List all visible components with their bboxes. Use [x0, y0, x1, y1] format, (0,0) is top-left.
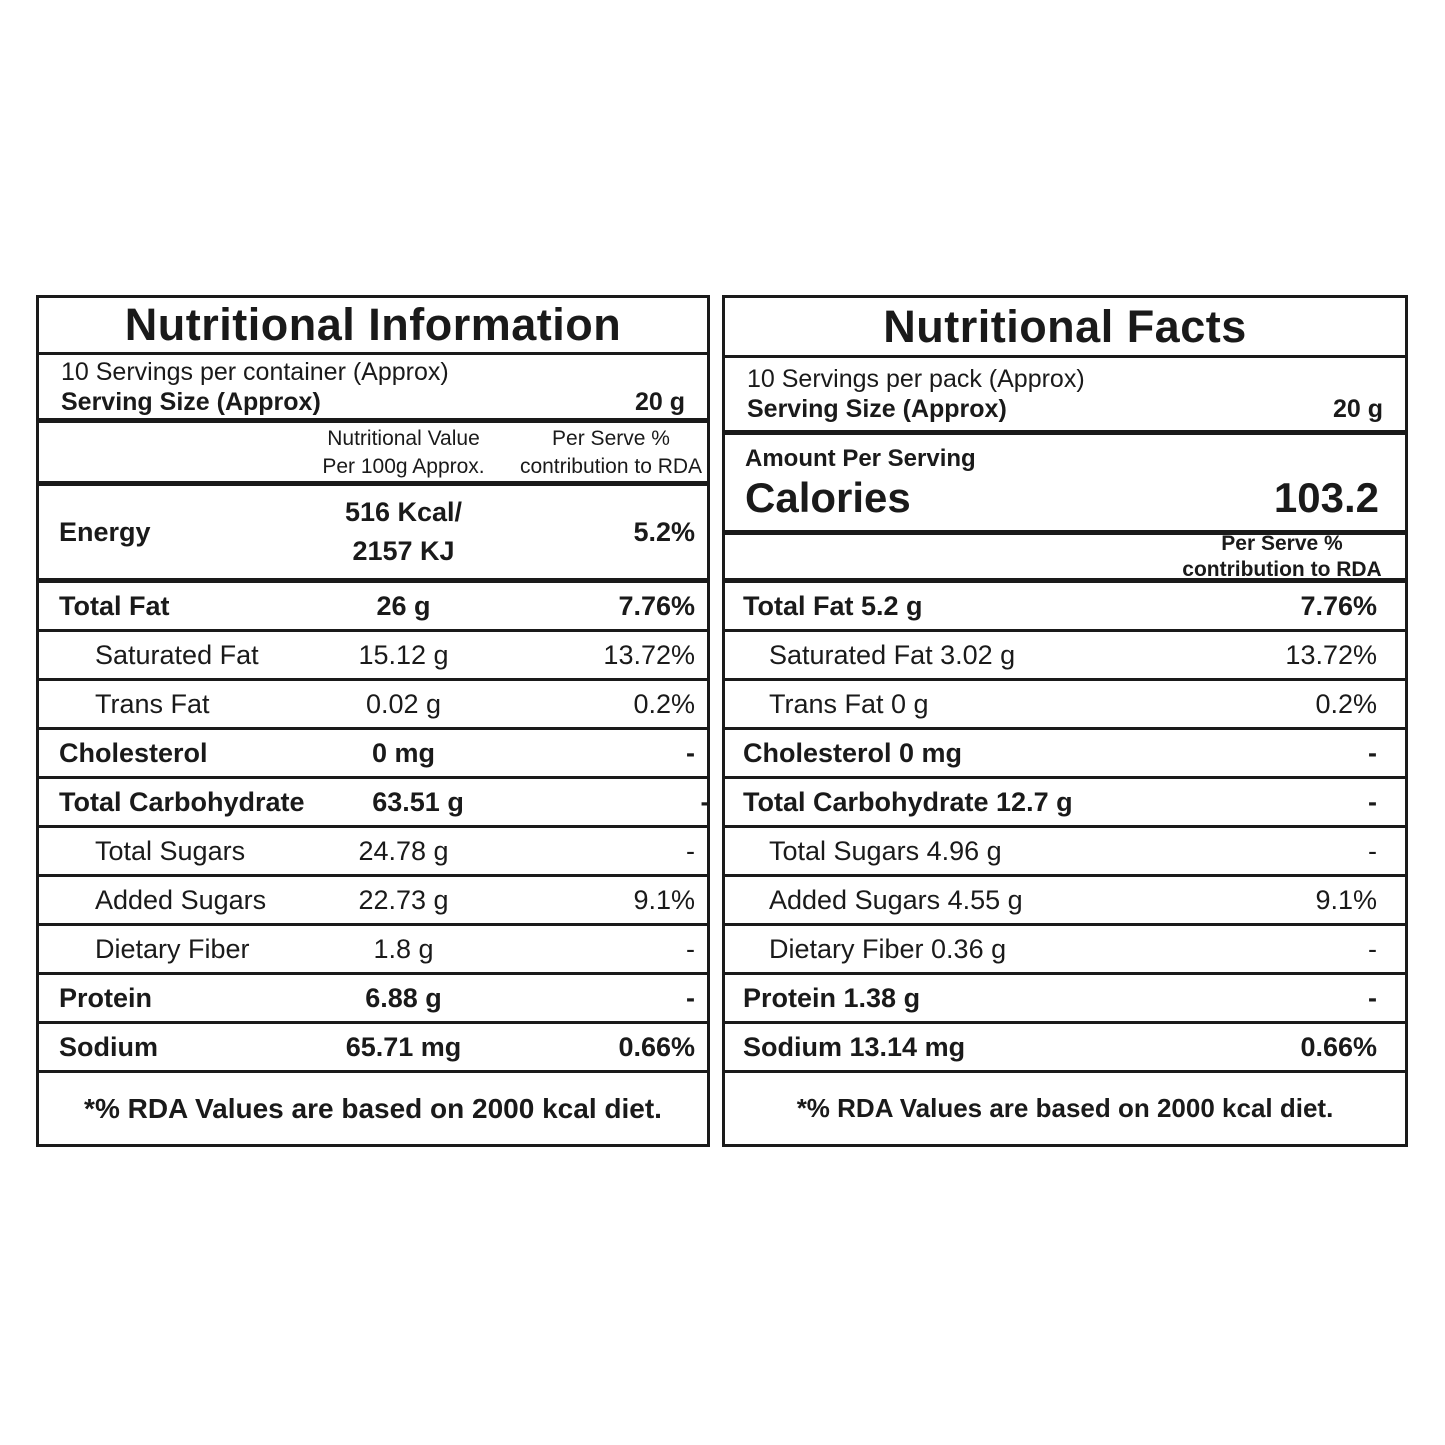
right-panel-title: Nutritional Facts [883, 300, 1247, 352]
row-pct: - [1368, 835, 1377, 866]
table-row-dietary-fiber [39, 926, 707, 975]
row-pct: - [1368, 982, 1377, 1013]
row-pct: 0.2% [633, 688, 695, 719]
energy-value [290, 493, 517, 571]
energy-label: Energy [59, 516, 151, 547]
calories-line [745, 474, 1379, 522]
table-row-sodium [725, 1024, 1405, 1073]
row-label: Total Carbohydrate 12.7 g [743, 786, 1073, 817]
row-label: Total Sugars 4.96 g [769, 835, 1002, 866]
row-label: Cholesterol [59, 737, 208, 768]
left-column-headers [39, 423, 707, 486]
serving-size-line [747, 394, 1383, 425]
right-rda-footnote: *% RDA Values are based on 2000 kcal diet. [796, 1093, 1334, 1123]
pct-column-header-line1: Per Serve % [1221, 531, 1343, 555]
row-pct: 0.66% [618, 1031, 695, 1062]
right-pct-column-header [725, 531, 1405, 583]
row-label: Saturated Fat 3.02 g [769, 639, 1016, 670]
servings-per-pack: 10 Servings per pack (Approx) [747, 365, 1085, 394]
serving-size-line [61, 387, 685, 418]
table-row-added-sugars [39, 877, 707, 926]
table-row-trans-fat [39, 681, 707, 730]
row-label: Saturated Fat [95, 639, 259, 670]
nutritional-information-panel [36, 295, 710, 1147]
pct-column-header-line2: contribution to RDA [519, 454, 703, 478]
row-label: Total Carbohydrate [59, 786, 305, 817]
table-row-sodium [39, 1024, 707, 1073]
row-pct: - [686, 933, 695, 964]
row-value: 63.51 g [372, 786, 464, 817]
row-value: 6.88 g [365, 982, 442, 1013]
left-servings-band [39, 355, 707, 423]
row-pct: 9.1% [633, 884, 695, 915]
row-value: 24.78 g [358, 835, 449, 866]
left-title-band [39, 298, 707, 355]
row-label: Trans Fat 0 g [769, 688, 929, 719]
row-pct: 0.2% [1315, 688, 1377, 719]
row-label: Dietary Fiber 0.36 g [769, 933, 1007, 964]
row-label: Added Sugars [95, 884, 267, 915]
row-label: Added Sugars 4.55 g [769, 884, 1023, 915]
table-row-trans-fat [725, 681, 1405, 730]
row-label: Total Fat 5.2 g [743, 590, 923, 621]
pct-column-header-line2: contribution to RDA [1182, 557, 1382, 581]
calories-label: Calories [745, 473, 911, 521]
table-row-added-sugars [725, 877, 1405, 926]
energy-row [39, 486, 707, 583]
row-label: Sodium [59, 1031, 158, 1062]
row-pct: 7.76% [618, 590, 695, 621]
row-label: Trans Fat [95, 688, 210, 719]
energy-value-kj: 2157 KJ [352, 536, 455, 566]
value-column-header [290, 425, 517, 480]
row-label: Dietary Fiber [95, 933, 250, 964]
row-pct: - [1368, 737, 1377, 768]
row-value: 22.73 g [358, 884, 449, 915]
row-pct: 9.1% [1315, 884, 1377, 915]
row-label: Total Fat [59, 590, 170, 621]
value-column-header-line2: Per 100g Approx. [322, 454, 485, 478]
amount-per-serving-label: Amount Per Serving [745, 445, 976, 473]
table-row-saturated-fat [39, 632, 707, 681]
value-column-header-line1: Nutritional Value [327, 427, 480, 450]
row-pct: 13.72% [603, 639, 695, 670]
table-row-cholesterol [725, 730, 1405, 779]
calories-value: 103.2 [1273, 473, 1379, 521]
row-value: 0.02 g [365, 688, 442, 719]
row-pct: 13.72% [1285, 639, 1377, 670]
row-pct: - [686, 737, 695, 768]
pct-column-header [517, 425, 707, 480]
row-value: 0 mg [371, 737, 436, 768]
row-pct: - [700, 786, 710, 817]
row-value: 15.12 g [358, 639, 449, 670]
table-row-total-carbohydrate [725, 779, 1405, 828]
left-panel-title: Nutritional Information [124, 299, 622, 350]
table-row-total-sugars [725, 828, 1405, 877]
row-pct: - [1368, 786, 1377, 817]
row-value: 26 g [376, 590, 431, 621]
row-label: Sodium 13.14 mg [743, 1031, 966, 1062]
serving-size-label: Serving Size (Approx) [61, 387, 321, 416]
nutritional-facts-panel [722, 295, 1408, 1147]
table-row-total-sugars [39, 828, 707, 877]
row-pct: 7.76% [1300, 590, 1377, 621]
pct-column-header-line1: Per Serve % [552, 427, 670, 450]
left-rda-footnote: *% RDA Values are based on 2000 kcal diet. [84, 1092, 662, 1124]
energy-value-kcal: 516 Kcal/ [344, 496, 463, 527]
row-label: Total Sugars [95, 835, 246, 866]
serving-size-label: Serving Size (Approx) [747, 395, 1007, 424]
calories-band [725, 435, 1405, 535]
table-row-dietary-fiber [725, 926, 1405, 975]
row-pct: 0.66% [1300, 1031, 1377, 1062]
serving-size-value: 20 g [1332, 395, 1383, 424]
row-value: 65.71 mg [345, 1031, 462, 1062]
row-pct: - [1368, 933, 1377, 964]
right-servings-band [725, 358, 1405, 435]
table-row-cholesterol [39, 730, 707, 779]
table-row-total-fat [39, 583, 707, 632]
row-label: Protein 1.38 g [743, 982, 921, 1013]
row-label: Cholesterol 0 mg [743, 737, 963, 768]
table-row-total-carbohydrate [39, 779, 710, 828]
pct-column-header [1169, 531, 1405, 582]
serving-size-value: 20 g [634, 387, 685, 416]
row-pct: - [686, 835, 695, 866]
servings-per-container: 10 Servings per container (Approx) [61, 357, 449, 386]
table-row-protein [39, 975, 707, 1024]
row-value: 1.8 g [373, 933, 434, 964]
table-row-saturated-fat [725, 632, 1405, 681]
right-title-band [725, 298, 1405, 358]
row-pct: - [686, 982, 695, 1013]
energy-pct: 5.2% [633, 516, 695, 547]
table-row-protein [725, 975, 1405, 1024]
table-row-total-fat [725, 583, 1405, 632]
row-label: Protein [59, 982, 153, 1013]
